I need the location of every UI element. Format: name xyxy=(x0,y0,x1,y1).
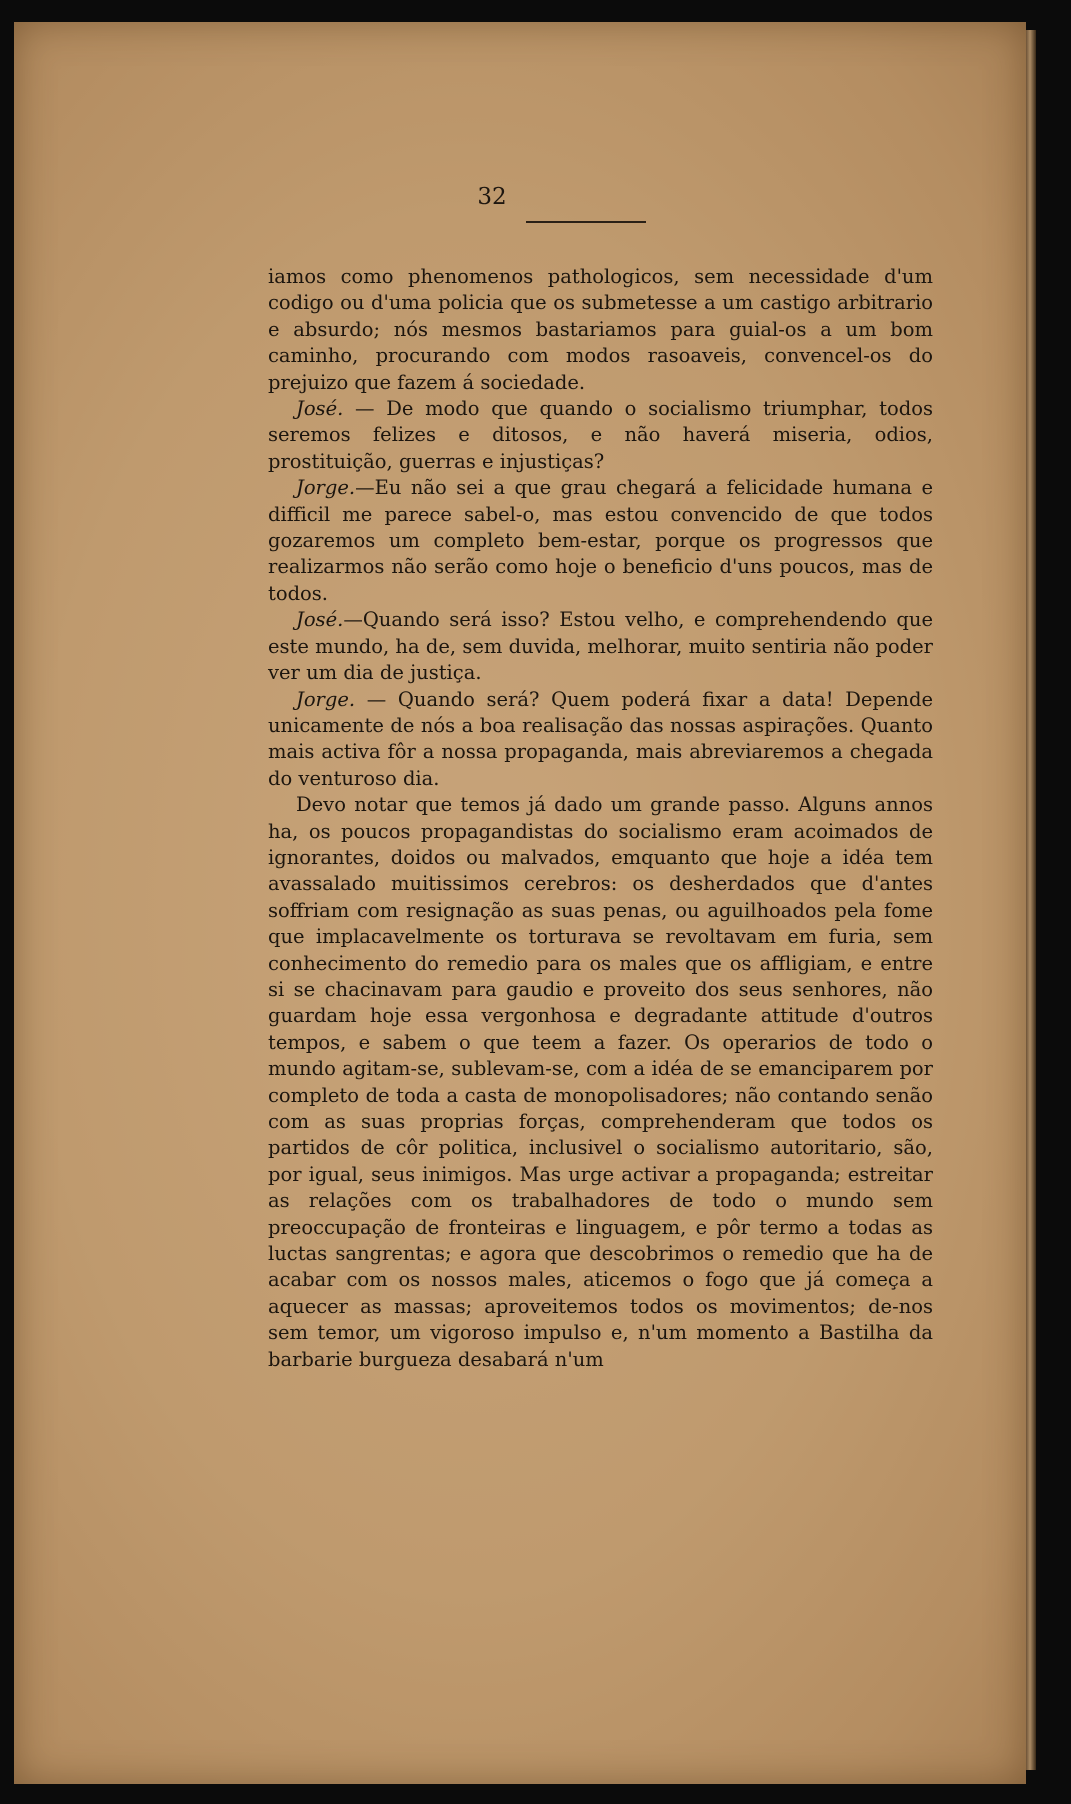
dialogue-paragraph xyxy=(268,396,933,475)
speaker-name: Jorge. xyxy=(296,687,356,711)
body-text xyxy=(268,264,933,1373)
speaker-name: José. xyxy=(296,397,344,421)
paragraph-text: — Quando será? Quem poderá fixar a data! Depende unicamente de nós a boa realisação das nossas aspirações. Quanto mais activa fôr a nossa propaganda, mais abreviaremos a chegada do venturoso dia. xyxy=(268,687,933,790)
page-number: 32 xyxy=(477,184,507,210)
paragraph-text: — De modo que quando o socialismo triumphar, todos seremos felizes e ditosos, e não haverá miseria, odios, prostituição, guerras e injustiças? xyxy=(268,397,933,473)
speaker-name: José. xyxy=(296,608,344,632)
header-rule xyxy=(526,221,646,223)
paragraph-text: —Eu não sei a que grau chegará a felicidade humana e difficil me parece sabel-o, mas estou convencido de que todos gozaremos um completo bem-estar, porque os progressos que realizarmos não serão como hoje o beneficio d'uns poucos, mas de todos. xyxy=(268,476,933,605)
dialogue-paragraph xyxy=(268,475,933,607)
book-page xyxy=(14,22,1026,1784)
dialogue-paragraph xyxy=(268,687,933,793)
paragraph xyxy=(268,264,933,396)
dialogue-paragraph xyxy=(268,607,933,686)
speaker-name: Jorge. xyxy=(296,476,356,500)
page-edge xyxy=(1026,30,1036,1770)
paragraph-text: iamos como phenomenos pathologicos, sem necessidade d'um codigo ou d'uma policia que os submetesse a um castigo arbitrario e absurdo; nós mesmos bastariamos para guial-os a um bom caminho, procurando com modos rasoaveis, convencel-os do prejuizo que fazem á sociedade. xyxy=(268,265,933,394)
paragraph-text: —Quando será isso? Estou velho, e comprehendendo que este mundo, ha de, sem duvida, melhorar, muito sentiria não poder ver um dia de justiça. xyxy=(268,608,933,685)
paragraph-text: Devo notar que temos já dado um grande passo. Alguns annos ha, os poucos propagandistas do socialismo eram acoimados de ignorantes, doidos ou malvados, emquanto que hoje a idéa tem avassalado muitissimos cerebros: os desherdados que d'antes soffriam com resignação as suas penas, ou aguilhoados pela fome que implacavelmente os torturava se revoltavam em furia, sem conhecimento do remedio para os males que os affligiam, e entre si se chacinavam para gaudio e proveito dos seus senhores, não guardam hoje essa vergonhosa e degradante attitude d'outros tempos, e sabem o que teem a fazer. Os operarios de todo o mundo agitam-se, sublevam-se, com a idéa de se emanciparem por completo de toda a casta de monopolisadores; não contando senão com as suas proprias forças, comprehenderam que todos os partidos de côr politica, inclusivel o socialismo autoritario, são, por igual, seus inimigos. Mas urge activar a propaganda; estreitar as relações com os trabalhadores de todo o mundo sem preoccupação de fronteiras e linguagem, e pôr termo a todas as luctas sangrentas; e agora que descobrimos o remedio que ha de acabar com os nossos males, aticemos o fogo que já começa a aquecer as massas; aproveitemos todos os movimentos; de-nos sem temor, um vigoroso impulso e, n'um momento a Bastilha da barbarie burgueza desabará n'um xyxy=(268,793,933,1371)
paragraph xyxy=(268,792,933,1373)
